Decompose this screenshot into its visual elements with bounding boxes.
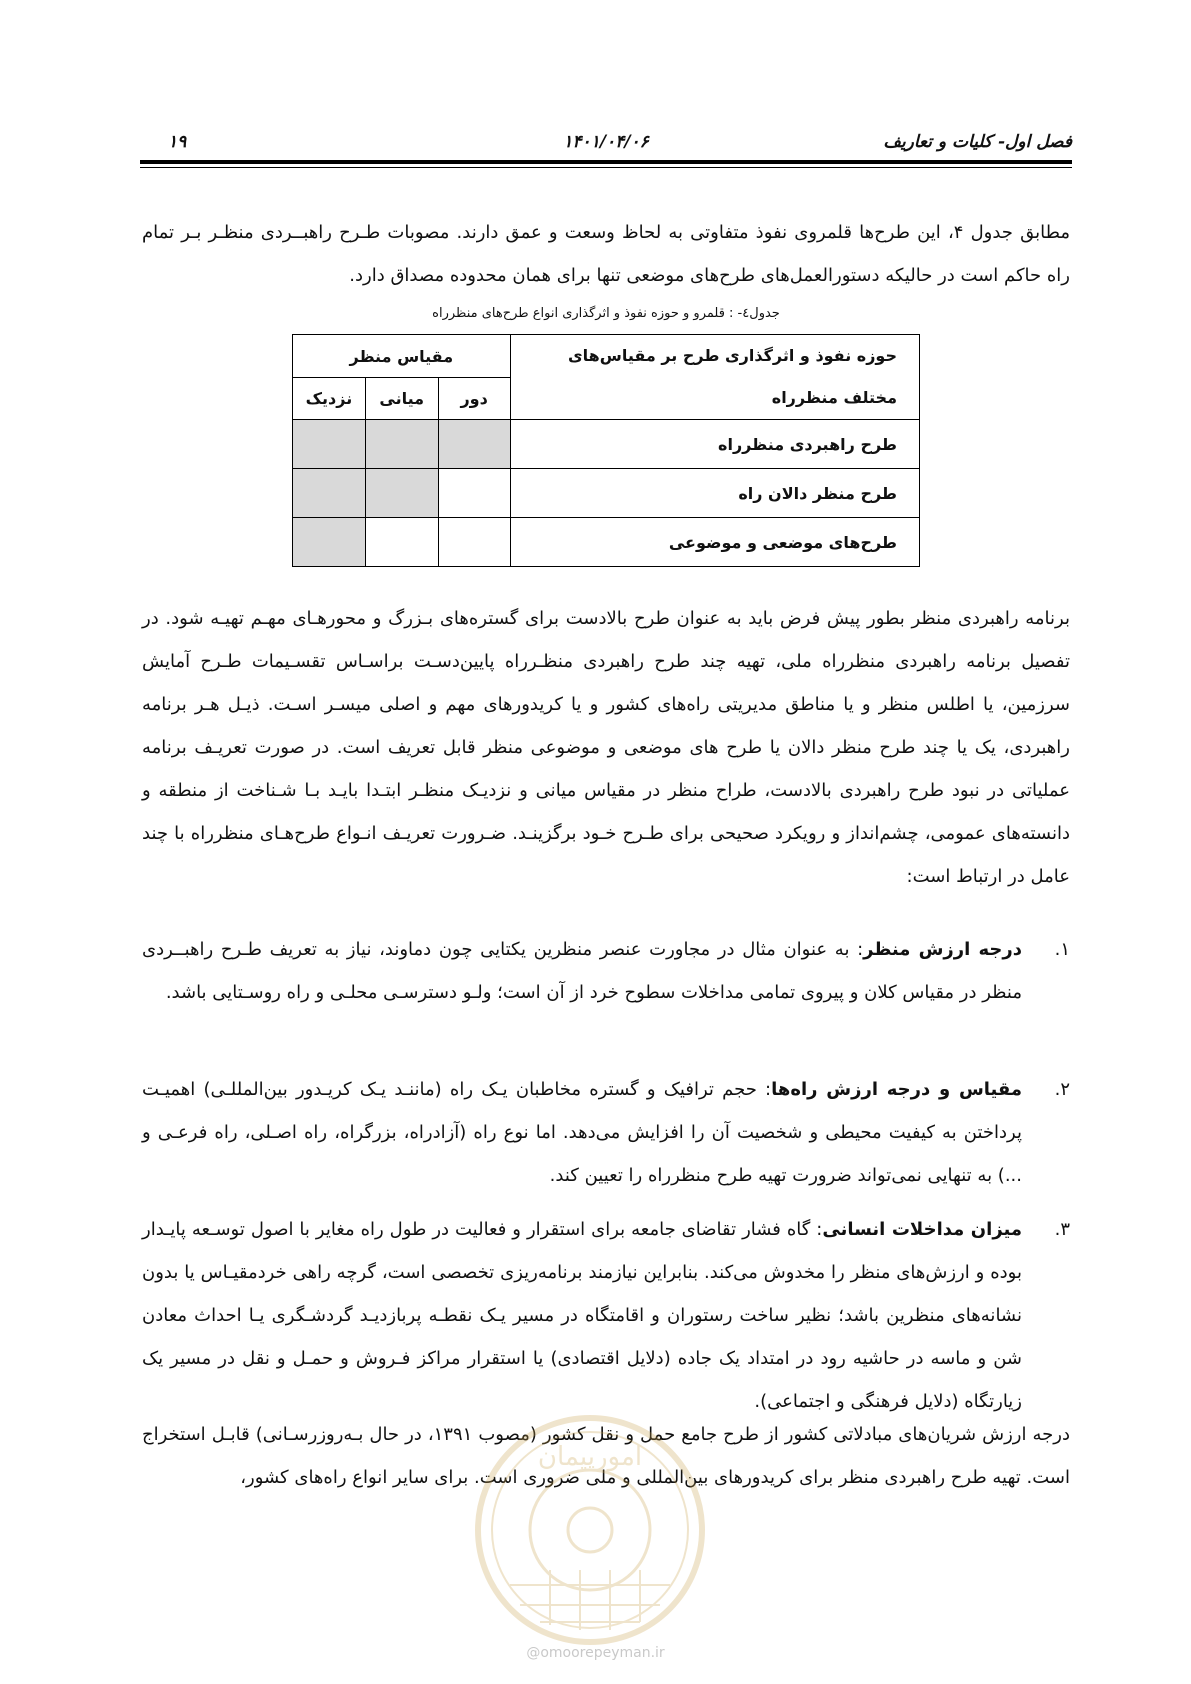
scope-cell: [293, 420, 366, 469]
list-text: : به عنوان مثال در مجاورت عنصر منظرین یکتایی چون دماوند، نیاز به تعریف طـرح راهبــردی منظر در مقیاس کلان و پیروی تمامی مداخلات سطوح خرد از آن است؛ ولـو دسترسـی محلـی و راه روسـتایی باشد.: [142, 939, 1022, 1003]
list-number: .۱: [1054, 939, 1070, 960]
list-term: درجه ارزش منظر: [863, 939, 1022, 960]
list-item: [142, 1208, 1070, 1423]
header-rule-thick: [140, 160, 1072, 164]
chapter-title: فصل اول- کلیات و تعاریف: [883, 132, 1072, 152]
scope-cell: [293, 469, 366, 518]
table-header-row: [293, 335, 920, 378]
closing-paragraph: درجه ارزش شریان‌های مبادلاتی کشور از طرح جامع حمل و نقل کشور (مصوب ۱۳۹۱، در حال بـه‌روزرسـانی) قابـل استخراج است. تهیه طرح راهبردی منظر برای کریدورهای بین‌المللی و ملی ضروری است. برای سایر انواع راه‌های کشور،: [142, 1424, 1070, 1488]
seal-lettering: امورپیمان: [537, 1442, 643, 1472]
table-header-scale: مقیاس منظر: [293, 335, 511, 378]
row-label: طرح‌های موضعی و موضوعی: [510, 518, 919, 567]
list-term: مقیاس و درجه ارزش راه‌ها: [771, 1079, 1023, 1100]
scope-cell: [365, 469, 438, 518]
scope-cell: [365, 420, 438, 469]
table-row: [293, 420, 920, 469]
scope-cell: [438, 469, 510, 518]
watermark-seal-icon: [470, 1410, 710, 1650]
watermark-website: @omoorepeyman.ir: [526, 1645, 665, 1661]
scope-cell: [438, 420, 510, 469]
page-number: ۱۹: [168, 132, 187, 152]
list-number: .۳: [1054, 1219, 1070, 1240]
list-item: [142, 1068, 1070, 1197]
list-term: میزان مداخلات انسانی: [822, 1219, 1023, 1240]
header-rule-thin: [140, 167, 1072, 168]
table-header-main: حوزه نفوذ و اثرگذاری طرح بر مقیاس‌های مختلف منظرراه: [510, 335, 919, 420]
row-label: طرح راهبردی منظرراه: [510, 420, 919, 469]
main-paragraph: برنامه راهبردی منظر بطور پیش فرض باید به عنوان طرح بالادست برای گستره‌های بـزرگ و محورهـای مهـم تهیـه شود. در تفصیل برنامه راهبردی منظرراه ملی، تهیه چند طرح راهبردی منظـرراه پایین‌دسـت براسـاس تقسـیمات طـرح آمایش سرزمین، یا اطلس منظر و یا مناطق مدیریتی راه‌های کشور و یا کریدورهای مهم و اصلی میسـر اسـت. ذیـل هـر برنامه راهبردی، یک یا چند طرح منظر دالان یا طرح های موضعی و موضوعی منظر قابل تعریف است. در صورت تعریـف برنامه عملیاتی در نبود طرح راهبردی بالادست، طراح منظر در مقیاس میانی و نزدیـک منظـر ابتـدا بایـد بـا شـناخت از منطقه و دانسته‌های عمومی، چشم‌انداز و رویکرد صحیحی برای طـرح خـود برگزینـد. ضـرورت تعریـف انـواع طرح‌هـای منظرراه با چند عامل در ارتباط است:: [142, 608, 1070, 887]
subheader-far: دور: [438, 378, 510, 420]
subheader-middle: میانی: [365, 378, 438, 420]
list-text: : حجم ترافیک و گستره مخاطبان یـک راه (ماننـد یـک کریـدور بین‌المللـی) اهمیـت پرداختن به کیفیت محیطی و شخصیت آن را افزایش می‌دهد. اما نوع راه (آزادراه، بزرگراه، راه اصـلی، راه فرعـی و ...) به تنهایی نمی‌تواند ضرورت تهیه طرح منظرراه را تعیین کند.: [142, 1079, 1022, 1186]
subheader-near: نزدیک: [293, 378, 366, 420]
header-date: ۱۴۰۱/۰۴/۰۶: [563, 132, 649, 152]
list-text: : گاه فشار تقاضای جامعه برای استقرار و فعالیت در طول راه مغایر با اصول توسـعه پایـدار بوده و ارزش‌های منظر را مخدوش می‌کند. بنابراین نیازمند برنامه‌ریزی تخصصی است، گرچه راهی خردمقیـاس یا بدون نشانه‌های منظرین باشد؛ نظیر ساخت رستوران و اقامتگاه در مسیر یـک نقطـه پربازدیـد گردشـگری یـا احداث معادن شن و ماسه در حاشیه رود در امتداد یک جاده (دلایل اقتصادی) یا استقرار مراکز فـروش و حمـل و نقل در مسیر یک زیارتگاه (دلایل فرهنگی و اجتماعی).: [142, 1219, 1022, 1412]
table-caption: جدول٤- : قلمرو و حوزه نفوذ و اثرگذاری انواع طرح‌های منظرراه: [432, 306, 780, 321]
row-label: طرح منظر دالان راه: [510, 469, 919, 518]
intro-paragraph: مطابق جدول ۴، این طرح‌ها قلمروی نفوذ متفاوتی به لحاظ وسعت و عمق دارند. مصوبات طـرح راهبــردی منظـر بـر تمام راه حاکم است در حالیکه دستورالعمل‌های طرح‌های موضعی تنها برای همان محدوده مصداق دارد.: [142, 222, 1070, 286]
scope-cell: [438, 518, 510, 567]
list-number: .۲: [1054, 1079, 1070, 1100]
scope-cell: [293, 518, 366, 567]
table-row: [293, 518, 920, 567]
table-row: [293, 469, 920, 518]
list-item: [142, 928, 1070, 1014]
scope-cell: [365, 518, 438, 567]
scope-table: [292, 334, 920, 567]
page-header: [140, 130, 1072, 158]
